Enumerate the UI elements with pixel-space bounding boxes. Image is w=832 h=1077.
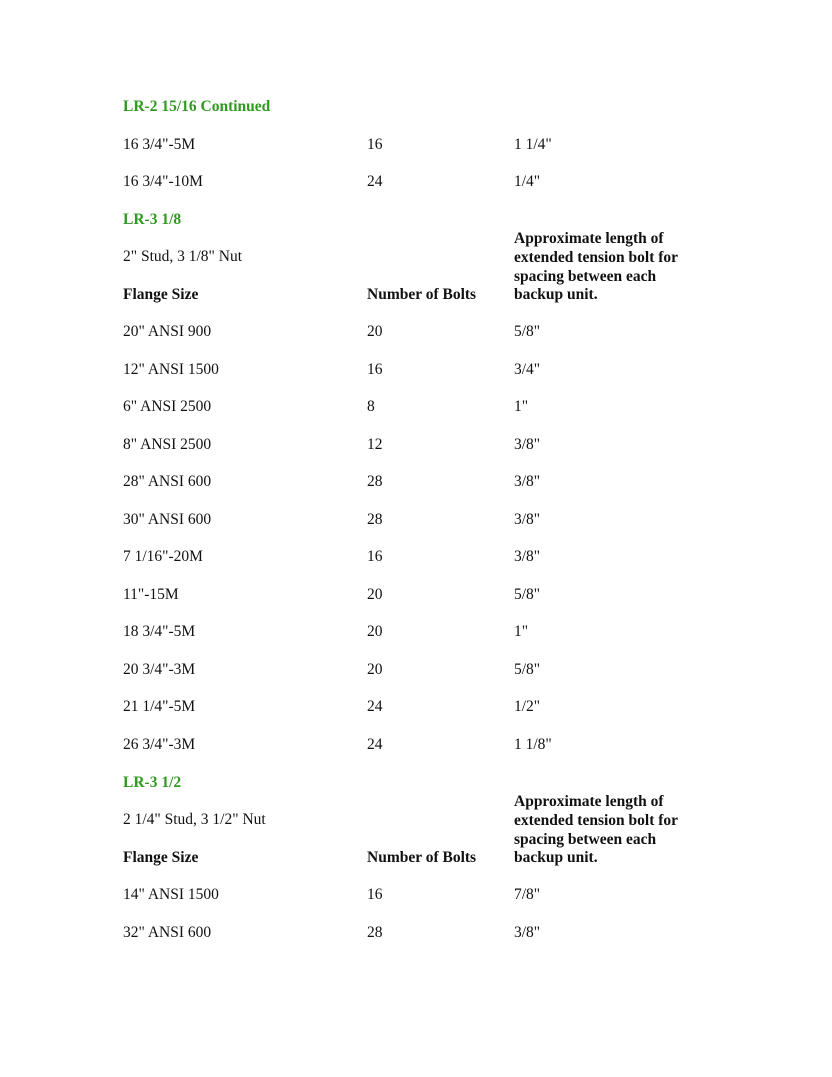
length-cell: 3/8" <box>514 924 541 941</box>
length-cell: 1/2" <box>514 698 541 715</box>
flange-size-cell: 6" ANSI 2500 <box>123 398 212 415</box>
bolt-count-cell: 24 <box>367 698 383 715</box>
flange-size-cell: 16 3/4"-10M <box>123 173 203 190</box>
bolt-count-cell: 24 <box>367 173 383 190</box>
number-of-bolts-header: Number of Bolts <box>367 849 477 866</box>
bolt-count-cell: 24 <box>367 736 383 753</box>
length-cell: 1" <box>514 623 529 640</box>
number-of-bolts-header: Number of Bolts <box>367 286 477 303</box>
section-title: LR-2 15/16 Continued <box>123 98 271 115</box>
flange-size-cell: 16 3/4"-5M <box>123 136 196 153</box>
approx-length-header: Approximate length of extended tension bolt for spacing between each backup unit. <box>514 230 678 304</box>
length-cell: 3/8" <box>514 473 541 490</box>
length-cell: 7/8" <box>514 886 541 903</box>
bolt-count-cell: 8 <box>367 398 375 415</box>
section-title: LR-3 1/2 <box>123 774 182 791</box>
bolt-count-cell: 28 <box>367 473 383 490</box>
bolt-count-cell: 20 <box>367 586 383 603</box>
flange-size-cell: 20 3/4"-3M <box>123 661 196 678</box>
flange-size-header: Flange Size <box>123 849 199 866</box>
length-cell: 3/8" <box>514 436 541 453</box>
length-cell: 3/8" <box>514 511 541 528</box>
length-cell: 5/8" <box>514 586 541 603</box>
bolt-count-cell: 28 <box>367 924 383 941</box>
flange-size-cell: 12" ANSI 1500 <box>123 361 219 378</box>
length-cell: 5/8" <box>514 323 541 340</box>
bolt-count-cell: 16 <box>367 548 383 565</box>
stud-nut-spec: 2" Stud, 3 1/8" Nut <box>123 248 243 265</box>
flange-size-cell: 30" ANSI 600 <box>123 511 212 528</box>
flange-size-cell: 20" ANSI 900 <box>123 323 212 340</box>
bolt-count-cell: 16 <box>367 361 383 378</box>
length-cell: 1/4" <box>514 173 541 190</box>
length-cell: 1" <box>514 398 529 415</box>
flange-size-header: Flange Size <box>123 286 199 303</box>
length-cell: 1 1/4" <box>514 136 552 153</box>
flange-size-cell: 8" ANSI 2500 <box>123 436 212 453</box>
length-cell: 5/8" <box>514 661 541 678</box>
length-cell: 3/8" <box>514 548 541 565</box>
flange-size-cell: 11"-15M <box>123 586 179 603</box>
bolt-count-cell: 20 <box>367 323 383 340</box>
bolt-count-cell: 16 <box>367 886 383 903</box>
flange-size-cell: 7 1/16"-20M <box>123 548 203 565</box>
flange-size-cell: 28" ANSI 600 <box>123 473 212 490</box>
bolt-count-cell: 28 <box>367 511 383 528</box>
bolt-count-cell: 12 <box>367 436 383 453</box>
flange-size-cell: 32" ANSI 600 <box>123 924 212 941</box>
section-title: LR-3 1/8 <box>123 211 182 228</box>
bolt-count-cell: 16 <box>367 136 383 153</box>
bolt-count-cell: 20 <box>367 661 383 678</box>
length-cell: 1 1/8" <box>514 736 552 753</box>
approx-length-header: Approximate length of extended tension bolt for spacing between each backup unit. <box>514 793 678 867</box>
stud-nut-spec: 2 1/4" Stud, 3 1/2" Nut <box>123 811 266 828</box>
bolt-count-cell: 20 <box>367 623 383 640</box>
flange-size-cell: 14" ANSI 1500 <box>123 886 219 903</box>
flange-size-cell: 18 3/4"-5M <box>123 623 196 640</box>
length-cell: 3/4" <box>514 361 541 378</box>
flange-size-cell: 21 1/4"-5M <box>123 698 196 715</box>
flange-size-cell: 26 3/4"-3M <box>123 736 196 753</box>
